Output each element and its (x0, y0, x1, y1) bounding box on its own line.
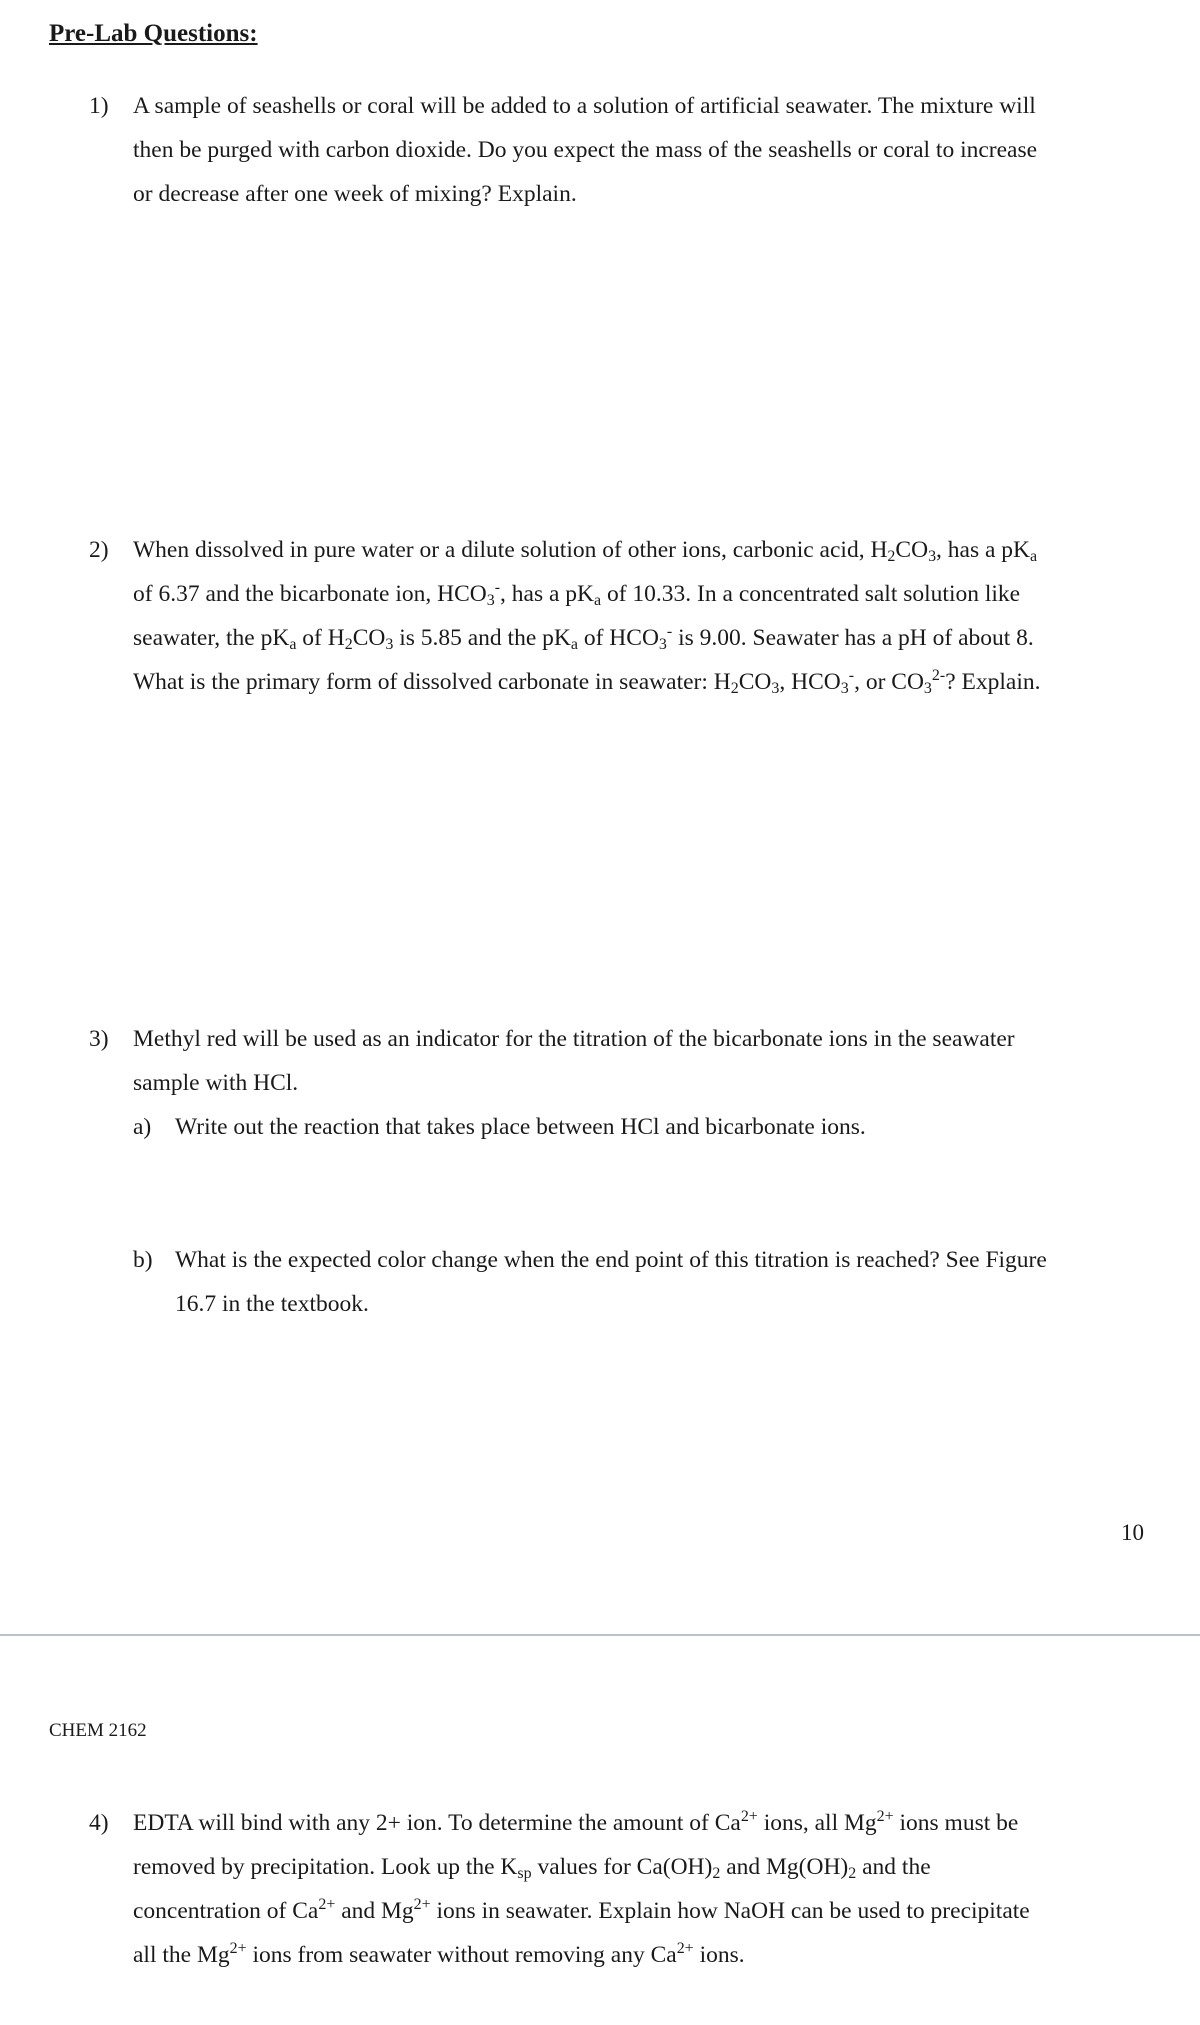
question-number: 3) (89, 1026, 109, 1052)
subquestion-label: a) (133, 1114, 152, 1140)
question-3b (133, 1238, 1165, 1326)
page-divider (0, 1634, 1200, 1636)
question-line: 16.7 in the textbook. (175, 1291, 369, 1317)
subquestion-label: b) (133, 1247, 153, 1273)
question-3a (133, 1105, 1165, 1149)
question-line: What is the expected color change when the end point of this titration is reached? See Figure (175, 1247, 1047, 1273)
question-line: then be purged with carbon dioxide. Do you expect the mass of the seashells or coral to increase (133, 137, 1038, 163)
course-code-header: CHEM 2162 (49, 1720, 147, 1741)
question-line: concentration of $Ca^{2+}$ and $Mg^{2+}$ ions in seawater. Explain how NaOH can be used to precipitate (133, 1896, 1030, 1924)
question-3 (89, 1017, 1163, 1105)
question-line: When dissolved in pure water or a dilute solution of other ions, carbonic acid, $H_2CO_3$, has a $pK_a$ (133, 537, 1038, 565)
question-4 (89, 1801, 1163, 1977)
question-line: A sample of seashells or coral will be added to a solution of artificial seawater. The mixture will (133, 93, 1036, 119)
page-number: 10 (1121, 1520, 1144, 1545)
question-line: Write out the reaction that takes place between HCl and bicarbonate ions. (175, 1114, 866, 1140)
question-number: 1) (89, 93, 109, 119)
question-line: What is the primary form of dissolved carbonate in seawater: $H_2CO_3$, $HCO_3^-$, or $CO_3^{2-}$? Explain. (133, 667, 1041, 697)
section-heading: Pre-Lab Questions: (49, 20, 258, 47)
question-line: sample with HCl. (133, 1070, 299, 1096)
question-line: of 6.37 and the bicarbonate ion, $HCO_3^-$, has a $pK_a$ of 10.33. In a concentrated salt solution like (133, 579, 1021, 609)
question-line: all the $Mg^{2+}$ ions from seawater without removing any $Ca^{2+}$ ions. (133, 1940, 745, 1968)
question-line: Methyl red will be used as an indicator for the titration of the bicarbonate ions in the seawater (133, 1026, 1015, 1052)
question-line: seawater, the $pK_a$ of $H_2CO_3$ is 5.85 and the $pK_a$ of $HCO_3^-$ is 9.00. Seawater has a pH of about 8. (133, 623, 1034, 653)
question-line: or decrease after one week of mixing? Explain. (133, 181, 577, 207)
question-line: EDTA will bind with any 2+ ion. To determine the amount of $Ca^{2+}$ ions, all $Mg^{2+}$ ions must be (133, 1808, 1019, 1836)
question-number: 2) (89, 537, 109, 563)
question-2 (89, 528, 1163, 704)
question-1 (89, 84, 1163, 216)
question-line: removed by precipitation. Look up the $K_{sp}$ values for $Ca(OH)_2$ and $Mg(OH)_2$ and the (133, 1854, 931, 1882)
question-number: 4) (89, 1810, 109, 1836)
